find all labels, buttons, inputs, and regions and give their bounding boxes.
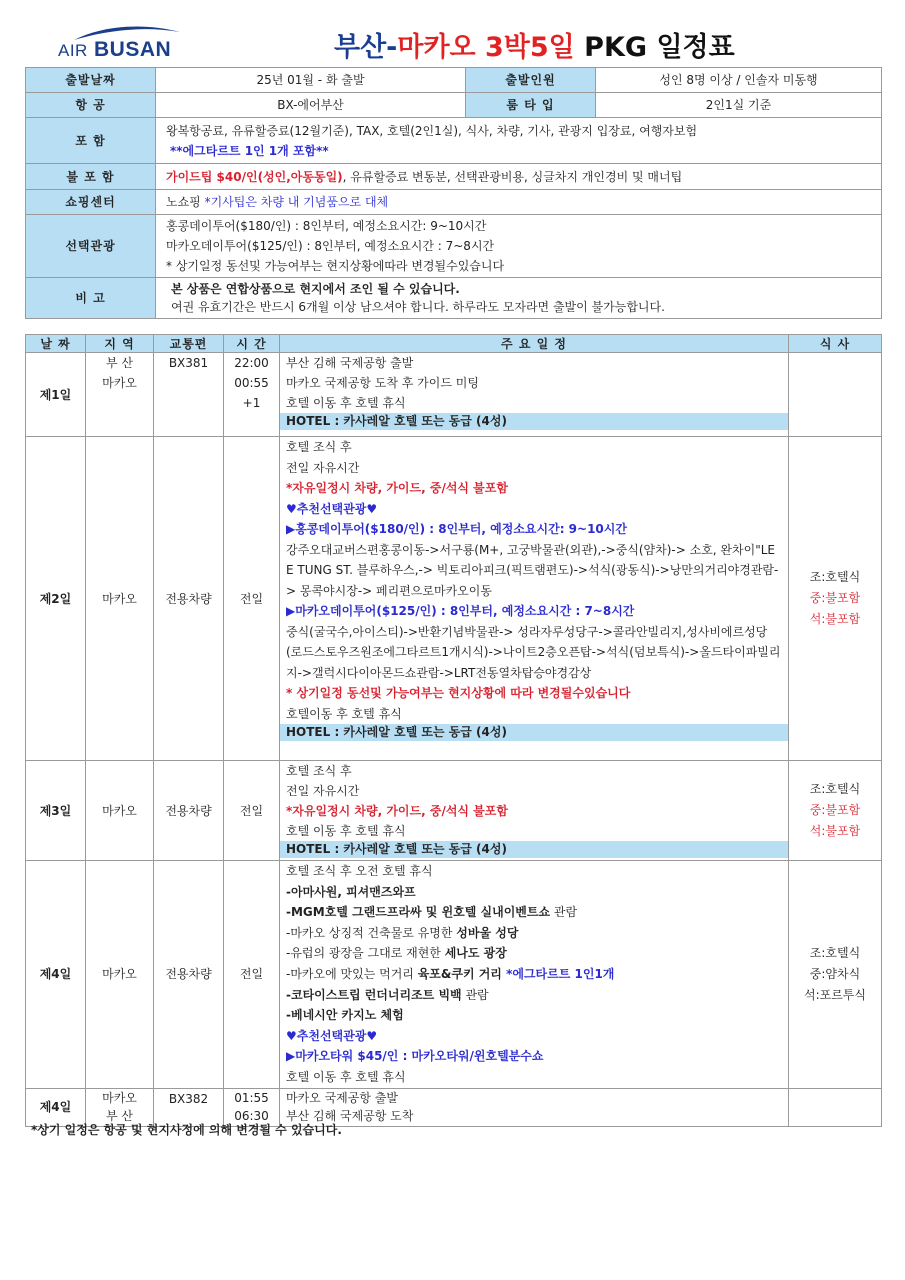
- day2-free-note: *자유일정시 차량, 가이드, 중/석식 불포함: [286, 481, 508, 495]
- day1-row: [26, 353, 882, 437]
- heart-icon: ♥: [286, 1028, 297, 1043]
- day5-meal: [789, 1088, 882, 1126]
- include-value: [156, 118, 882, 164]
- day2-hotel: HOTEL : 카사레알 호텔 또는 동급 (4성): [280, 724, 788, 741]
- day4-lunch: 중:얌차식: [809, 966, 861, 981]
- day4-line7-rest: 관람: [461, 987, 489, 1002]
- day2-macau-tour-title: ▶마카오데이투어($125/인) : 8인부터, 예정소요시간 : 7~8시간: [286, 604, 635, 618]
- day5-item2: 부산 김해 국제공항 도착: [286, 1108, 414, 1123]
- include-line2: **에그타르트 1인 1개 포함**: [170, 143, 329, 158]
- day4-line4-text: -마카오 상징적 건축물로 유명한: [286, 925, 457, 940]
- day2-row: [26, 437, 882, 761]
- day4-line6-bold: 육포&쿠키 거리: [417, 966, 502, 981]
- day4-line5-text: -유럽의 광장을 그대로 재현한: [286, 946, 445, 961]
- day2-time: 전일: [224, 437, 280, 761]
- day2-item2: 전일 자유시간: [286, 460, 360, 475]
- day4-line5-bold: 세나도 광장: [444, 946, 507, 961]
- day3-itinerary: [280, 761, 789, 861]
- header-transport: 교통편: [154, 335, 224, 353]
- shopping-label: 쇼핑센터: [26, 190, 156, 215]
- day3-breakfast: 조:호텔식: [809, 782, 861, 796]
- day2-last: 호텔이동 후 호텔 휴식: [286, 706, 402, 721]
- day2-recommend-text: 추천선택관광: [296, 501, 367, 516]
- option-tour-value: [156, 215, 882, 278]
- day4-line6-text: -마카오에 맛있는 먹거리: [286, 966, 418, 981]
- day1-transport: BX381: [154, 353, 224, 437]
- schedule-header-row: [26, 335, 882, 353]
- exclude-value: [156, 164, 882, 190]
- day3-meal: [789, 761, 882, 861]
- day2-hk-tour-desc: 강주오대교버스편홍콩이동->서구룡(M+, 고궁박물관(외관),->중식(얌차)-> 소호, 완차이"LEE TUNG ST. 블루하우스,-> 빅토리아피크(픽트램편도)->석식(광동식)->낭만의거리야경관람-> 몽콕야시장-> 페리편으로마카오이동: [286, 542, 779, 598]
- day2-macau-tour-desc: 중식(굴국수,아이스티)->반환기념박물관-> 성라자루성당구->콜라안빌리지,성사비에르성당(로드스토우즈원조에그타르트1개시식)->나이트2층오픈탑->석식(덤보특식)->올드타이파빌리지->갤럭시다이아몬드쇼관람->LRT전동열차탑승야경감상: [286, 624, 781, 680]
- day3-dinner: 석:불포함: [809, 824, 861, 838]
- day4-line4: [286, 923, 782, 944]
- departure-date-value: 25년 01월 - 화 출발: [156, 68, 466, 93]
- airline-label: 항 공: [26, 93, 156, 118]
- day2-dinner: 석:불포함: [809, 612, 861, 626]
- schedule-table: [25, 334, 882, 1127]
- day2-transport: 전용차량: [154, 437, 224, 761]
- day4-line1: 호텔 조식 후 오전 호텔 휴식: [286, 864, 433, 878]
- heart-icon: ♥: [366, 501, 378, 516]
- day1-item2: 마카오 국제공항 도착 후 가이드 미팅: [286, 376, 479, 390]
- header-time: 시 간: [224, 335, 280, 353]
- page-header: [0, 0, 905, 66]
- day2-itinerary: [280, 437, 789, 761]
- logo-air-text: AIR: [58, 41, 88, 60]
- day4-recommend-text: 추천선택관광: [296, 1028, 367, 1043]
- day1-label: 제1일: [26, 353, 86, 437]
- day4-breakfast: 조:호텔식: [809, 945, 861, 960]
- day3-hotel: HOTEL : 카사레알 호텔 또는 동급 (4성): [280, 841, 788, 858]
- day4-line8: -베네시안 카지노 체험: [286, 1008, 404, 1023]
- option-line3: * 상기일정 동선및 가능여부는 현지상황에따라 변경될수있습니다: [166, 259, 505, 273]
- day4-region: 마카오: [86, 861, 154, 1089]
- day4-eggtart-note: *에그타르트 1인1개: [501, 966, 615, 981]
- exclude-label: 불 포 함: [26, 164, 156, 190]
- title-part2: 마카오 3박5일: [397, 32, 575, 63]
- title-part1: 부산-: [334, 32, 398, 63]
- day4-line6: [286, 964, 782, 985]
- day4-line7-bold: -코타이스트립 런더너리조트 빅백: [286, 987, 462, 1002]
- day4-line3-bold: -MGM호텔 그랜드프라싸 및 윈호텔 실내이벤트쇼: [286, 905, 551, 920]
- remark-line1: 본 상품은 연합상품으로 현지에서 조인 될 수 있습니다.: [171, 282, 460, 296]
- day4-line4-bold: 성바울 성당: [456, 925, 519, 940]
- heart-icon: ♥: [366, 1028, 378, 1043]
- day4-row: [26, 861, 882, 1089]
- day3-label: 제3일: [26, 761, 86, 861]
- info-table: [25, 67, 882, 319]
- day2-lunch: 중:불포함: [809, 591, 861, 605]
- include-line1: 왕복항공료, 유류할증료(12월기준), TAX, 호텔(2인1실), 식사, 차량, 기사, 관광지 입장료, 여행자보험: [166, 123, 698, 138]
- day3-row: [26, 761, 882, 861]
- room-type-value: 2인1실 기준: [596, 93, 882, 118]
- day4-line2: -아마사원, 피셔맨즈와프: [286, 884, 416, 899]
- option-line2: 마카오데이투어($125/인) : 8인부터, 예정소요시간 : 7~8시간: [166, 239, 495, 253]
- day4-tower-option: ▶마카오타워 $45/인 : 마카오타워/윈호텔분수쇼: [286, 1049, 544, 1064]
- departure-date-label: 출발날짜: [26, 68, 156, 93]
- day2-label: 제2일: [26, 437, 86, 761]
- day1-item3: 호텔 이동 후 호텔 휴식: [286, 396, 406, 410]
- room-type-label: 룸 타 입: [466, 93, 596, 118]
- heart-icon: ♥: [286, 501, 297, 516]
- day3-last: 호텔 이동 후 호텔 휴식: [286, 824, 406, 838]
- day4-dinner: 석:포르투식: [803, 987, 866, 1002]
- day4-recommend: [286, 1026, 782, 1047]
- option-line1: 홍콩데이투어($180/인) : 8인부터, 예정소요시간: 9~10시간: [166, 219, 487, 233]
- day4-last: 호텔 이동 후 호텔 휴식: [286, 1069, 406, 1084]
- shopping-note: *기사팁은 차량 내 기념품으로 대체: [204, 195, 389, 209]
- header-region: 지 역: [86, 335, 154, 353]
- day4-line3: [286, 902, 782, 923]
- day1-meal: [789, 353, 882, 437]
- day2-hk-tour-title: ▶홍콩데이투어($180/인) : 8인부터, 예정소요시간: 9~10시간: [286, 522, 627, 536]
- day4-transport: 전용차량: [154, 861, 224, 1089]
- departure-people-label: 출발인원: [466, 68, 596, 93]
- day2-recommend: [286, 499, 782, 520]
- day5-region: 마카오 부 산: [86, 1088, 154, 1126]
- day3-transport: 전용차량: [154, 761, 224, 861]
- page-title: [334, 25, 735, 64]
- day3-lunch: 중:불포함: [809, 803, 861, 817]
- shopping-value: [156, 190, 882, 215]
- day5-time: 01:55 06:30: [224, 1088, 280, 1126]
- day3-item2: 전일 자유시간: [286, 784, 360, 798]
- day2-meal: [789, 437, 882, 761]
- day3-time: 전일: [224, 761, 280, 861]
- header-itinerary: 주 요 일 정: [280, 335, 789, 353]
- remark-value: [156, 278, 882, 319]
- day1-region: 부 산 마카오: [86, 353, 154, 437]
- departure-people-value: 성인 8명 이상 / 인솔자 미동행: [596, 68, 882, 93]
- shopping-text: 노쇼핑: [166, 195, 205, 209]
- header-day: 날 짜: [26, 335, 86, 353]
- day1-itinerary: [280, 353, 789, 437]
- day4-label: 제4일: [26, 861, 86, 1089]
- day2-breakfast: 조:호텔식: [809, 570, 861, 584]
- day4-line3-rest: 관람: [550, 905, 578, 920]
- title-part3: PKG 일정표: [574, 32, 735, 63]
- day4-time: 전일: [224, 861, 280, 1089]
- footnote: *상기 일정은 항공 및 현지사정에 의해 변경될 수 있습니다.: [31, 1123, 342, 1137]
- day5-label: 제4일: [26, 1088, 86, 1126]
- day4-meal: [789, 861, 882, 1089]
- guide-tip-text: 가이드팁 $40/인(성인,아동동일): [166, 169, 343, 184]
- header-meal: 식 사: [789, 335, 882, 353]
- day4-itinerary: [280, 861, 789, 1089]
- remark-line2: 여권 유효기간은 반드시 6개월 이상 남으셔야 합니다. 하루라도 모자라면 출발이 불가능합니다.: [171, 300, 665, 314]
- day2-region: 마카오: [86, 437, 154, 761]
- airline-value: BX-에어부산: [156, 93, 466, 118]
- day4-line7: [286, 985, 782, 1006]
- day4-line5: [286, 943, 782, 964]
- include-label: 포 함: [26, 118, 156, 164]
- exclude-rest-text: , 유류할증료 변동분, 선택관광비용, 싱글차지 개인경비 및 매너팁: [342, 169, 683, 184]
- day1-item1: 부산 김해 국제공항 출발: [286, 356, 414, 370]
- day1-time: 22:00 00:55 +1: [224, 353, 280, 437]
- day3-free-note: *자유일정시 차량, 가이드, 중/석식 불포함: [286, 804, 508, 818]
- day2-item1: 호텔 조식 후: [286, 440, 352, 454]
- logo-busan-text: BUSAN: [94, 38, 172, 61]
- airbusan-logo: [58, 24, 182, 62]
- day3-item1: 호텔 조식 후: [286, 764, 352, 778]
- option-tour-label: 선택관광: [26, 215, 156, 278]
- day3-region: 마카오: [86, 761, 154, 861]
- day5-item1: 마카오 국제공항 출발: [286, 1090, 398, 1105]
- day1-hotel: HOTEL : 카사레알 호텔 또는 동급 (4성): [280, 413, 788, 430]
- day5-transport: BX382: [154, 1088, 224, 1126]
- day5-itinerary: [280, 1088, 789, 1126]
- day2-change-note: * 상기일정 동선및 가능여부는 현지상황에 따라 변경될수있습니다: [286, 686, 631, 700]
- remark-label: 비 고: [26, 278, 156, 319]
